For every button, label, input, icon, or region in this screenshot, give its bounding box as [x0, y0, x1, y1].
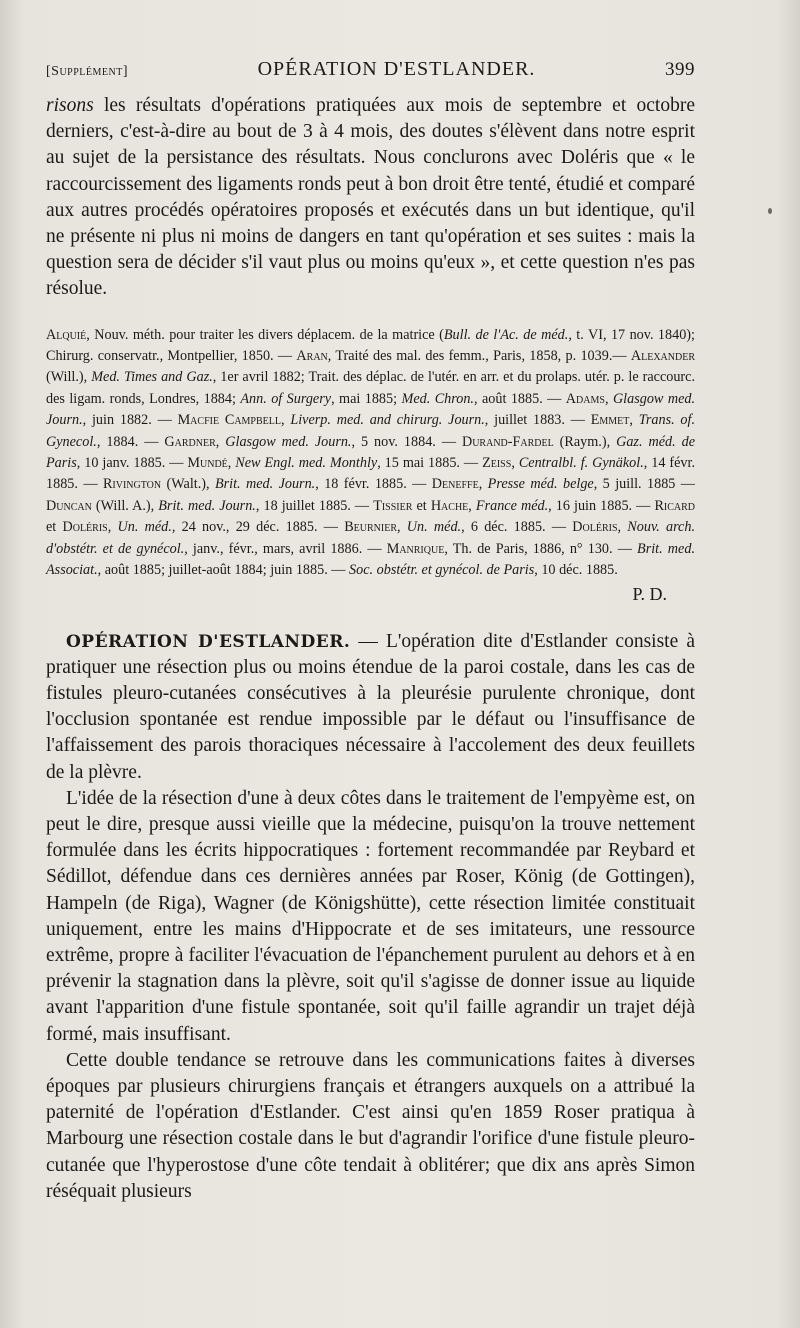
bib-journal: France méd.: [475, 497, 549, 514]
bib-journal: Un. méd.: [117, 519, 172, 536]
bib-text: ,: [468, 497, 476, 514]
bib-text: , Th. de Paris, 1886, n° 130. —: [444, 540, 638, 557]
bib-text: ,: [604, 390, 613, 407]
running-header: [46, 58, 695, 81]
section-label: [Supplément]: [46, 64, 129, 79]
running-title: OPÉRATION D'ESTLANDER.: [257, 58, 536, 80]
bib-text: , 18 févr. 1885. —: [315, 476, 432, 493]
bib-journal: Brit. med. Journ.: [158, 497, 256, 514]
bib-text: , 18 juillet 1885. —: [255, 497, 374, 514]
bib-text: , janv., févr., mars, avril 1886. —: [184, 540, 387, 557]
bib-author: Beurnier: [344, 519, 397, 536]
author-signature: P. D.: [632, 583, 667, 604]
bib-author: Manrique: [386, 540, 445, 557]
bib-journal: Un. méd.: [406, 519, 462, 536]
bib-text: ,: [107, 519, 118, 536]
bib-journal: Med. Chron.: [401, 390, 474, 407]
bib-text: (Will. A.),: [91, 497, 159, 514]
intro-first-word: risons: [46, 95, 94, 116]
section-heading: OPÉRATION D'ESTLANDER.: [66, 631, 351, 652]
bib-author: Hache: [430, 497, 469, 514]
bib-journal: Bull. de l'Ac. de méd.: [443, 326, 569, 343]
bib-author: Alquié: [46, 326, 87, 343]
bib-text: , août 1885; juillet-août 1884; juin 1885. —: [97, 562, 350, 579]
bib-text: ,: [227, 455, 236, 472]
bib-author: Zeiss: [482, 455, 512, 472]
bib-text: (Walt.),: [161, 476, 215, 493]
bib-author: Macfie Campbell: [177, 412, 281, 429]
bib-author: Doléris: [572, 519, 618, 536]
bib-author: Deneffe: [431, 476, 479, 493]
bib-author: Tissier: [373, 497, 413, 514]
bib-text: , 24 nov., 29 déc. 1885. —: [171, 519, 345, 536]
bib-author: Durand-Fardel: [461, 433, 554, 450]
intro-paragraph: [46, 93, 695, 303]
bib-author: Emmet: [590, 412, 630, 429]
page-number: 399: [665, 59, 695, 80]
bib-text: , Traité des mal. des femm., Paris, 1858, p. 1039.—: [327, 348, 631, 365]
bibliography: [46, 325, 695, 582]
bib-text: ,: [617, 519, 628, 536]
bib-text: , 14 févr. 1885. —: [46, 455, 695, 493]
bib-text: , juillet 1883. —: [484, 412, 591, 429]
bib-journal: Presse méd. belge: [487, 476, 594, 493]
bib-text: , mai 1885;: [331, 390, 402, 407]
bib-journal: Liverp. med. and chirurg. Journ.: [290, 412, 485, 429]
bib-text: (Will.),: [46, 369, 92, 386]
bib-text: , juin 1882. —: [82, 412, 178, 429]
estlander-paragraph-2: L'idée de la résection d'une à deux côtes dans le traitement de l'empyème est, on peut le dire, presque aussi vieille que la médecine, puisqu'on la trouve nettement formulée dans les écrits hippocratiques : fortement recommandée par Reybard et Sédillot, défendue dans ces dernières années par Roser, König (de Gottingen), Hampeln (de Riga), Wagner (de Königshütte), cette résection limitée constituait uniquement, entre les mains d'Hippocrate et de ses imitateurs, une ressource extrême, propre à faciliter l'évacuation de l'épanchement purulent au dehors et à en prévenir la stagnation dans la plèvre, soit qu'il s'agisse de donner issue au liquide avant l'apparition d'une fistule spontanée, soit qu'il faille agrandir un trajet déjà formé, mais insuffisant.: [46, 787, 695, 1045]
bib-text: , 15 mai 1885. —: [377, 455, 483, 472]
bib-journal: Trans. of. Gynecol.: [46, 412, 696, 450]
bib-journal: Brit. med. Journ.: [214, 476, 316, 493]
bib-text: , Nouv. méth. pour traiter les divers déplacem. de la matrice (: [86, 326, 444, 343]
bib-text: ,: [629, 412, 639, 429]
bib-text: et: [412, 497, 431, 514]
bib-journal: Med. Times and Gaz.: [91, 369, 213, 386]
estlander-paragraph-1: [46, 629, 695, 786]
bib-text: , t. VI, 17 nov. 1840); Chirurg. conservatr., Montpellier, 1850. —: [46, 326, 695, 365]
bib-text: ,: [511, 455, 519, 472]
bib-author: Doléris: [62, 519, 108, 536]
bib-journal: Glasgow med. Journ.: [46, 390, 696, 429]
bib-author: Aran: [296, 348, 328, 365]
bib-journal: Centralbl. f. Gynäkol.: [518, 455, 644, 472]
bib-author: Adams: [565, 390, 605, 407]
bib-author: Rivington: [102, 476, 162, 493]
bib-journal: Ann. of Surgery: [240, 390, 332, 407]
bib-text: ,: [281, 412, 291, 429]
bib-author: Duncan: [46, 497, 92, 514]
bib-journal: Nouv. arch. d'obstétr. et de gynécol.: [46, 519, 695, 557]
bib-text: , 10 déc. 1885.: [534, 562, 618, 579]
bib-text: ,: [478, 476, 488, 493]
bib-journal: Soc. obstétr. et gynécol. de Paris: [349, 562, 535, 579]
bib-text: , août 1885. —: [473, 390, 566, 407]
bib-text: , 1er avril 1882; Trait. des déplac. de l'utér. en arr. et du prolaps. utér. p. le raccourc. des ligam. ronds, Londres, 1884;: [46, 369, 695, 407]
bib-journal: Brit. med. Associat.: [46, 540, 695, 579]
bib-text: et: [46, 519, 63, 536]
bib-author: Mundé: [187, 455, 228, 472]
bib-journal: Glasgow med. Journ.: [225, 433, 352, 450]
bib-text: ,: [215, 433, 226, 450]
intro-text: les résultats d'opérations pratiquées aux mois de septembre et octobre derniers, c'est-à-dire au bout de 3 à 4 mois, des doutes s'élèvent dans notre esprit au sujet de la persistance des résultats. Nous conclurons avec Doléris que « le raccourcissement des ligaments ronds peut à bon droit être tenté, étudié et comparé aux autres procédés opératoires proposés et exécutés dans un but identique, qu'il ne présente ni plus ni moins de dangers en tant qu'opération et ses suites : mais la question sera de décider s'il vaut plus ou moins qu'eux », et cette question n'es pas résolue.: [46, 95, 695, 300]
bib-journal: Gaz. méd. de Paris: [46, 433, 696, 472]
bib-author: Gardner: [164, 433, 216, 450]
bib-text: , 6 déc. 1885. —: [461, 519, 573, 536]
margin-mark: [768, 208, 772, 214]
bib-text: (Raym.),: [553, 433, 617, 450]
bib-text: , 10 janv. 1885. —: [76, 455, 188, 472]
bib-text: ,: [397, 519, 407, 536]
bib-text: , 5 juill. 1885 —: [593, 476, 695, 493]
bib-author: Ricard: [654, 497, 696, 514]
bib-author: Alexander: [630, 348, 696, 365]
bib-journal: New Engl. med. Monthly: [235, 455, 378, 472]
estlander-para1-text: — L'opération dite d'Estlander consiste à pratiquer une résection plus ou moins étendue de la paroi costale, dans les cas de fistules pleuro-cutanées consécutives à la pleurésie purulente chronique, dont l'occlusion spontanée est rendue impossible par le défaut ou l'insuffisance de l'affaissement des parois thoraciques nécessaire à l'accolement des deux feuillets de la plèvre.: [46, 630, 695, 783]
bib-text: , 16 juin 1885. —: [548, 497, 655, 514]
bib-text: , 5 nov. 1884. —: [351, 433, 462, 450]
bib-text: , 1884. —: [96, 433, 165, 450]
estlander-paragraph-3: Cette double tendance se retrouve dans les communications faites à diverses époques par plusieurs chirurgiens français et étrangers auxquels on a attribué la paternité de l'opération d'Estlander. C'est ainsi qu'en 1859 Roser pratiqua à Marbourg une résection costale dans le but d'agrandir l'orifice d'une fistule pleuro-cutanée que l'hyperostose d'une côte tendait à oblitérer; que dix ans après Simon réséquait plusieurs: [46, 1049, 695, 1202]
